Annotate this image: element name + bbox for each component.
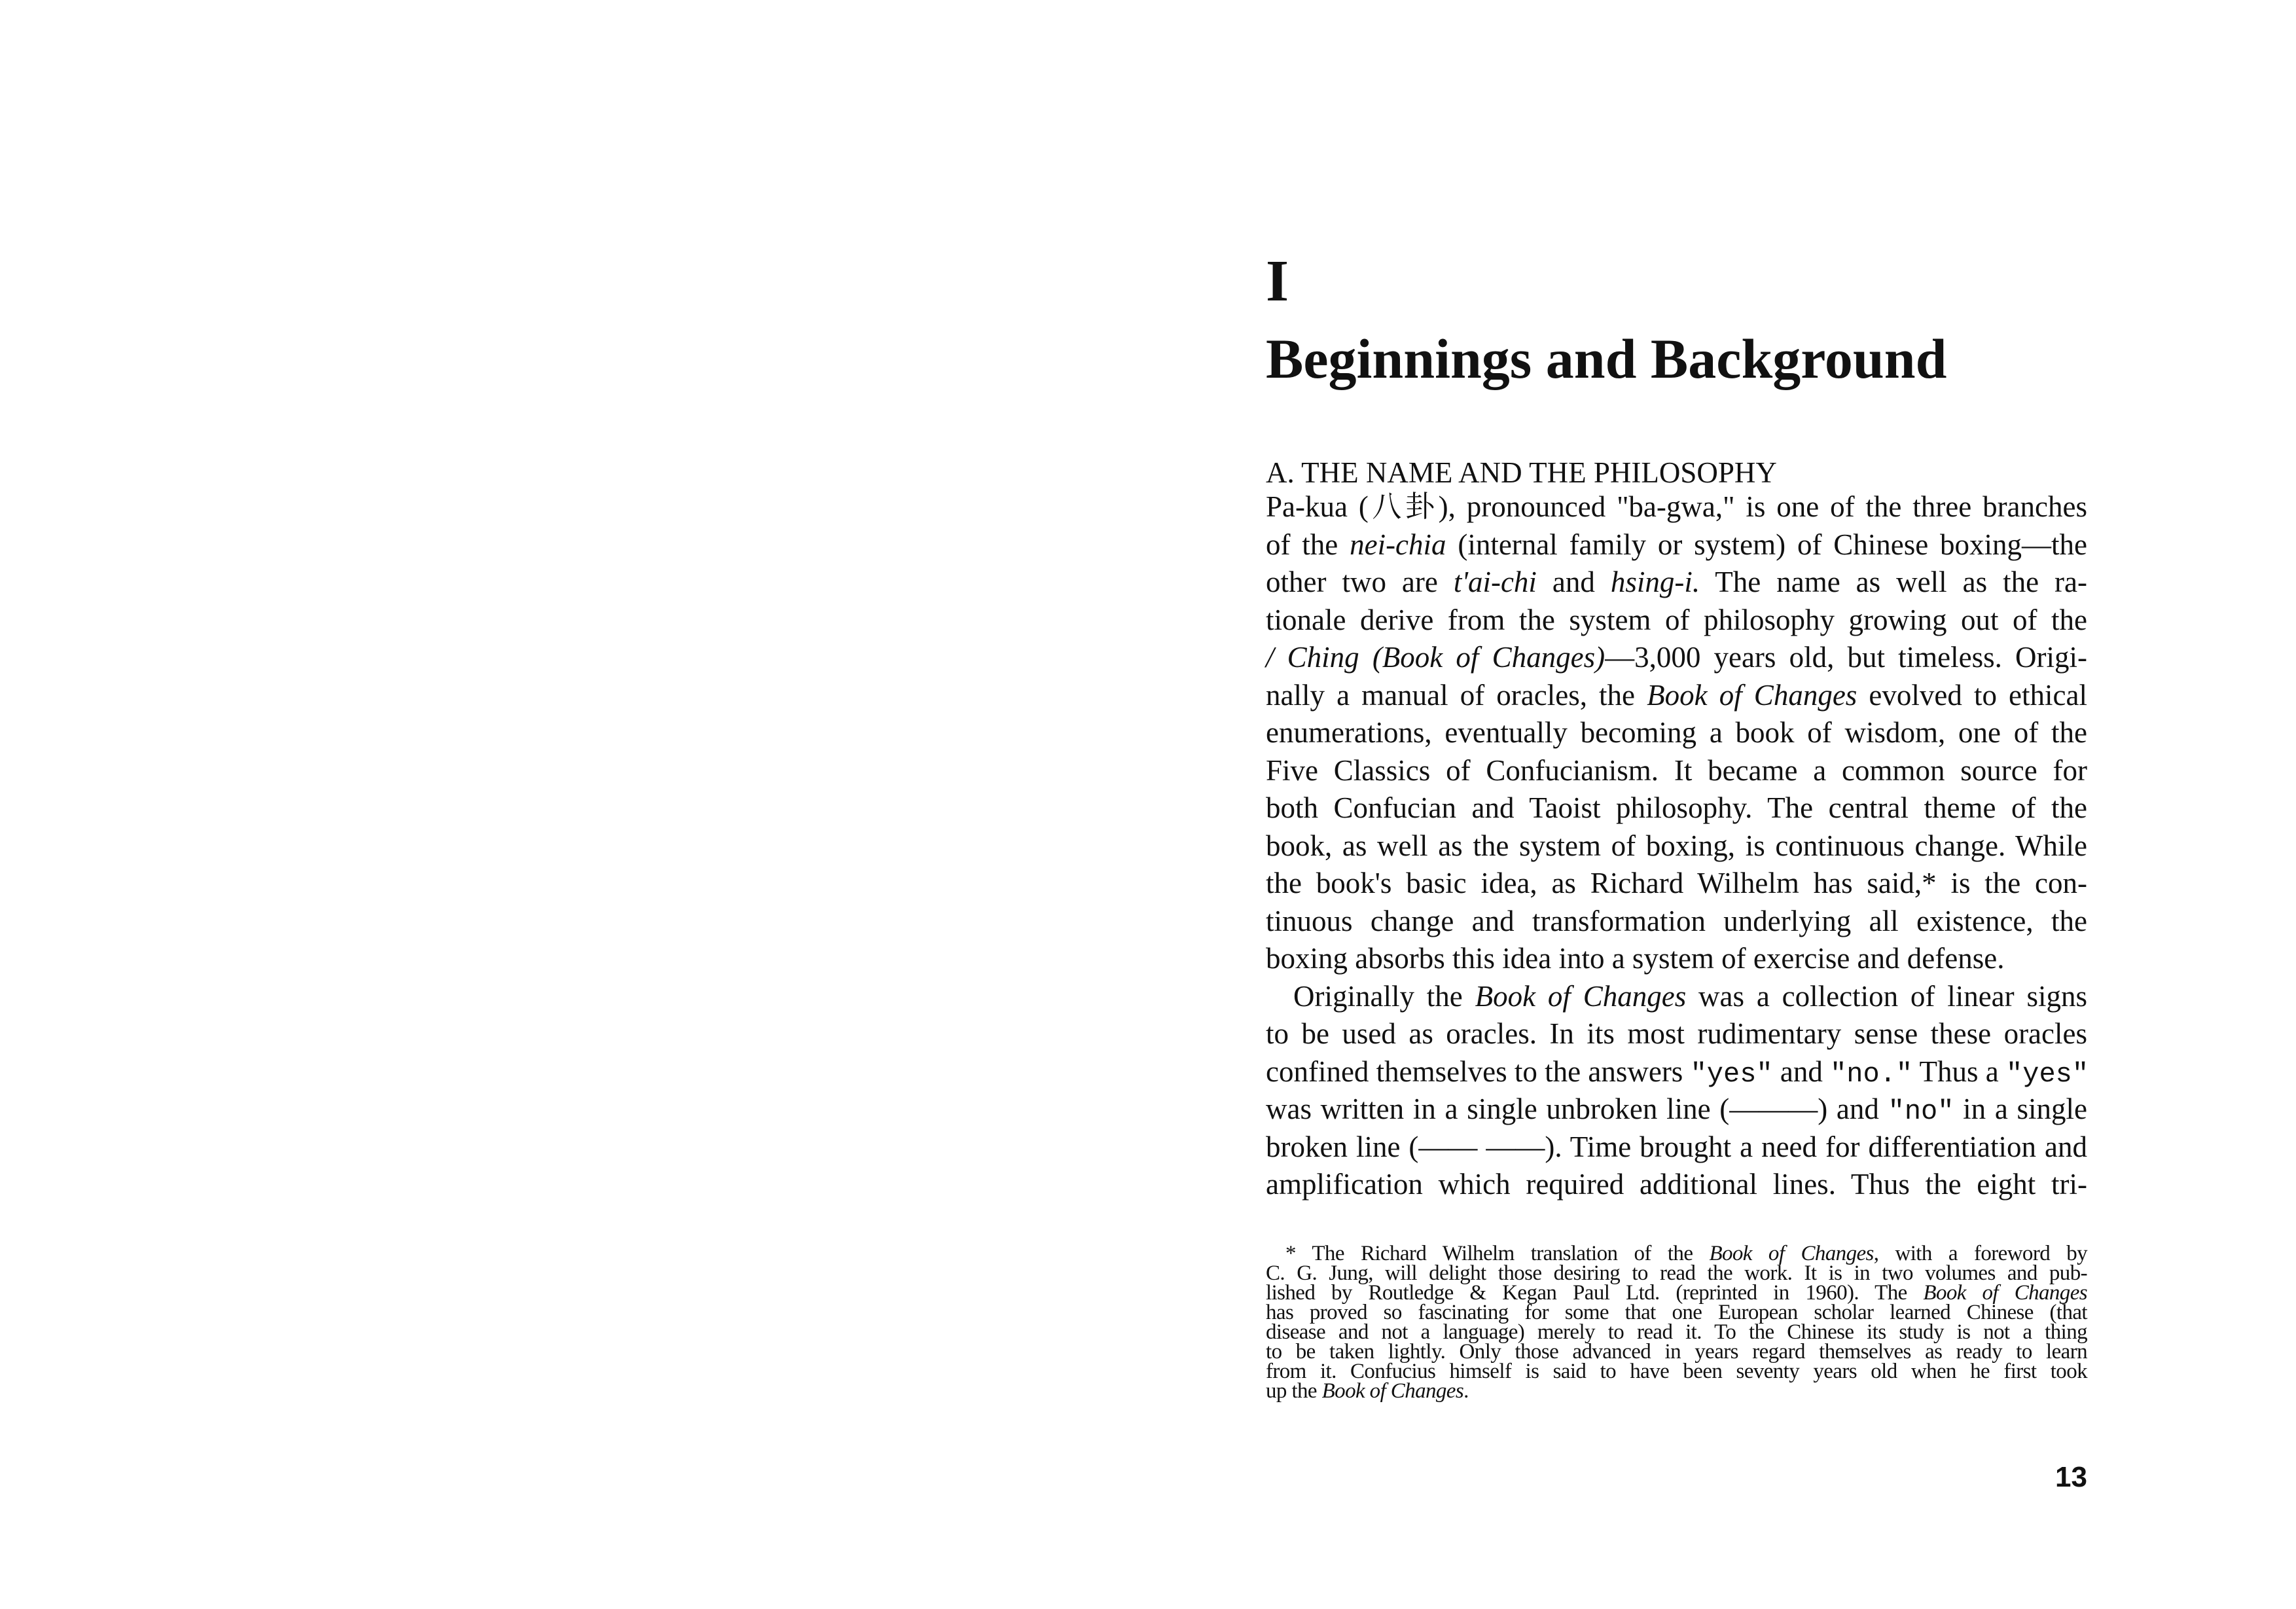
footnote-line: * The Richard Wilhelm translation of the Book of Changes, with a foreword by [1285,1242,2087,1265]
body-line: other two are t'ai-chi and hsing-i. The name as well as the ra- [1266,566,2087,598]
footnote-line: has proved so fascinating for some that one European scholar learned Chinese (that [1266,1301,2087,1324]
body-line: Five Classics of Confucianism. It became a common source for [1266,753,2087,787]
body-line: Originally the Book of Changes was a collection of linear signs [1293,979,2087,1013]
body-line: enumerations, eventually becoming a book of wisdom, one of the [1266,716,2087,749]
body-line: boxing absorbs this idea into a system of exercise and defense. [1266,942,2005,975]
footnote-line: disease and not a language) merely to read it. To the Chinese its study is not a thing [1266,1320,2087,1344]
body-text [1266,488,2087,1204]
body-line: amplification which required additional lines. Thus the eight tri- [1266,1168,2087,1201]
body-line: was written in a single unbroken line (———) and "no" in a single [1266,1093,2088,1127]
body-line: of the nei-chia (internal family or system) of Chinese boxing—the [1266,528,2087,561]
page-number: 13 [2055,1461,2087,1493]
footnote-line: to be taken lightly. Only those advanced in years regard themselves as ready to learn [1266,1340,2087,1364]
footnote-line: from it. Confucius himself is said to have been seventy years old when he first took [1266,1360,2087,1383]
body-line: book, as well as the system of boxing, is continuous change. While [1266,829,2087,862]
body-line: Pa-kua (八卦), pronounced "ba-gwa," is one of the three branches [1266,490,2087,523]
body-line: tionale derive from the system of philosophy growing out of the [1266,603,2087,636]
body-line: broken line (—— ——). Time brought a need for differentiation and [1266,1130,2087,1163]
chapter-number: I [1266,249,1289,314]
right-page [1148,0,2296,1609]
body-line: confined themselves to the answers "yes" and "no." Thus a "yes" [1266,1055,2089,1090]
footnote-line: C. G. Jung, will delight those desiring to read the work. It is in two volumes and pub- [1266,1261,2087,1285]
section-heading: A. THE NAME AND THE PHILOSOPHY [1266,456,1777,489]
footnote [1266,1244,2087,1401]
body-line: / Ching (Book of Changes)—3,000 years old, but timeless. Origi- [1266,641,2087,674]
body-line: to be used as oracles. In its most rudimentary sense these oracles [1266,1017,2087,1050]
body-line: tinuous change and transformation underlying all existence, the [1266,904,2087,937]
body-line: both Confucian and Taoist philosophy. The central theme of the [1266,791,2087,824]
footnote-line: lished by Routledge & Kegan Paul Ltd. (reprinted in 1960). The Book of Changes [1266,1281,2087,1305]
footnote-line: up the Book of Changes. [1266,1379,1469,1403]
body-line: the book's basic idea, as Richard Wilhelm has said,* is the con- [1266,867,2087,899]
chapter-title: Beginnings and Background [1266,327,1947,390]
body-line: nally a manual of oracles, the Book of Changes evolved to ethical [1266,678,2087,712]
